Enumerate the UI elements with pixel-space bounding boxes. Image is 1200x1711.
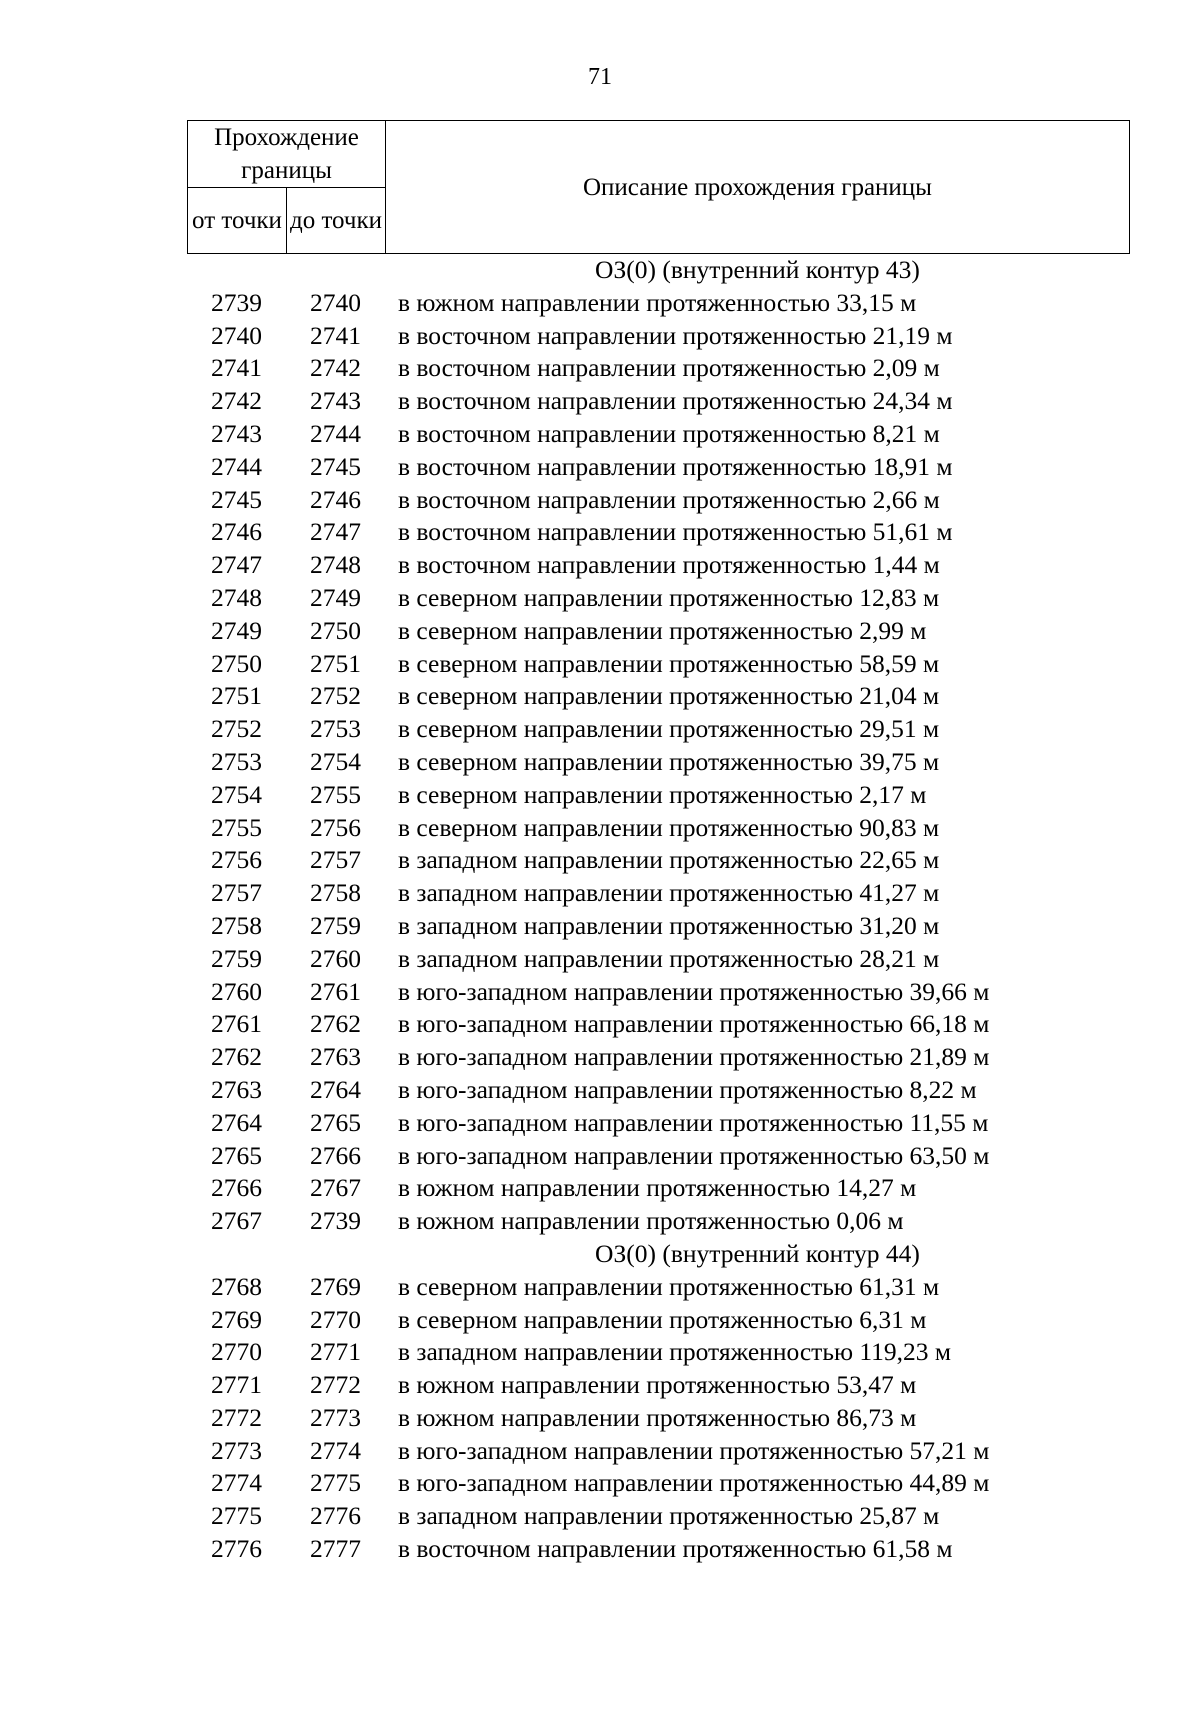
from-point-cell: 2768	[211, 1271, 262, 1301]
description-cell: в южном направлении протяженностью 0,06 м	[398, 1206, 904, 1236]
to-point-cell: 2776	[310, 1501, 361, 1531]
description-cell: в северном направлении протяженностью 12,83 м	[398, 582, 940, 612]
to-point-cell: 2751	[310, 648, 361, 678]
to-point-cell: 2756	[310, 812, 361, 842]
description-cell: в южном направлении протяженностью 14,27 м	[398, 1173, 917, 1203]
from-point-cell: 2769	[211, 1304, 262, 1334]
section-title: ОЗ(0) (внутренний контур 44)	[595, 1238, 920, 1268]
table-row	[187, 549, 1130, 582]
table-row	[187, 1533, 1130, 1566]
description-cell: в северном направлении протяженностью 61,31 м	[398, 1271, 940, 1301]
table-row	[187, 746, 1130, 779]
from-point-cell: 2773	[211, 1435, 262, 1465]
table-body	[187, 254, 1130, 1566]
from-point-cell: 2754	[211, 779, 262, 809]
table-row	[187, 320, 1130, 353]
from-point-cell: 2758	[211, 910, 262, 940]
section-title: ОЗ(0) (внутренний контур 43)	[595, 255, 920, 284]
description-cell: в западном направлении протяженностью 28,21 м	[398, 943, 940, 973]
description-cell: в северном направлении протяженностью 2,99 м	[398, 615, 927, 645]
description-cell: в южном направлении протяженностью 33,15 м	[398, 287, 917, 317]
page-number: 71	[588, 64, 612, 90]
header-to-point: до точки	[287, 188, 386, 254]
to-point-cell: 2752	[310, 681, 361, 711]
description-cell: в северном направлении протяженностью 21,04 м	[398, 681, 940, 711]
description-cell: в юго-западном направлении протяженностью 44,89 м	[398, 1468, 990, 1498]
to-point-cell: 2760	[310, 943, 361, 973]
to-point-cell: 2764	[310, 1074, 361, 1104]
table-row	[187, 1402, 1130, 1435]
to-point-cell: 2761	[310, 976, 361, 1006]
description-cell: в восточном направлении протяженностью 2,66 м	[398, 484, 940, 514]
table-row	[187, 352, 1130, 385]
to-point-cell: 2749	[310, 582, 361, 612]
table-row	[187, 1074, 1130, 1107]
to-point-cell: 2746	[310, 484, 361, 514]
to-point-cell: 2771	[310, 1337, 361, 1367]
from-point-cell: 2740	[211, 320, 262, 350]
from-point-cell: 2766	[211, 1173, 262, 1203]
to-point-cell: 2763	[310, 1042, 361, 1072]
from-point-cell: 2750	[211, 648, 262, 678]
description-cell: в юго-западном направлении протяженностью 11,55 м	[398, 1107, 989, 1137]
to-point-cell: 2747	[310, 517, 361, 547]
description-cell: в восточном направлении протяженностью 51,61 м	[398, 517, 953, 547]
table-row	[187, 287, 1130, 320]
from-point-cell: 2756	[211, 845, 262, 875]
table-row	[187, 779, 1130, 812]
table-row	[187, 1467, 1130, 1500]
description-cell: в западном направлении протяженностью 31,20 м	[398, 910, 940, 940]
from-point-cell: 2764	[211, 1107, 262, 1137]
from-point-cell: 2748	[211, 582, 262, 612]
from-point-cell: 2776	[211, 1534, 262, 1564]
to-point-cell: 2745	[310, 451, 361, 481]
table-row	[187, 1304, 1130, 1337]
to-point-cell: 2743	[310, 386, 361, 416]
to-point-cell: 2769	[310, 1271, 361, 1301]
to-point-cell: 2773	[310, 1402, 361, 1432]
description-cell: в южном направлении протяженностью 86,73 м	[398, 1402, 917, 1432]
from-point-cell: 2762	[211, 1042, 262, 1072]
to-point-cell: 2762	[310, 1009, 361, 1039]
from-point-cell: 2774	[211, 1468, 262, 1498]
table-row	[187, 1041, 1130, 1074]
description-cell: в западном направлении протяженностью 119,23 м	[398, 1337, 952, 1367]
header-description: Описание прохождения границы	[386, 121, 1130, 254]
from-point-cell: 2747	[211, 550, 262, 580]
description-cell: в юго-западном направлении протяженностью 39,66 м	[398, 976, 990, 1006]
description-cell: в юго-западном направлении протяженностью 57,21 м	[398, 1435, 990, 1465]
table-row	[187, 1435, 1130, 1468]
description-cell: в восточном направлении протяженностью 24,34 м	[398, 386, 953, 416]
to-point-cell: 2766	[310, 1140, 361, 1170]
to-point-cell: 2754	[310, 746, 361, 776]
table-row	[187, 1271, 1130, 1304]
to-point-cell: 2750	[310, 615, 361, 645]
from-point-cell: 2775	[211, 1501, 262, 1531]
description-cell: в восточном направлении протяженностью 2,09 м	[398, 353, 940, 383]
description-cell: в северном направлении протяженностью 29,51 м	[398, 714, 940, 744]
table-row	[187, 516, 1130, 549]
from-point-cell: 2753	[211, 746, 262, 776]
to-point-cell: 2740	[310, 287, 361, 317]
to-point-cell: 2739	[310, 1206, 361, 1236]
description-cell: в юго-западном направлении протяженностью 8,22 м	[398, 1074, 977, 1104]
from-point-cell: 2755	[211, 812, 262, 842]
table-row	[187, 451, 1130, 484]
description-cell: в юго-западном направлении протяженностью 66,18 м	[398, 1009, 990, 1039]
table-row	[187, 1172, 1130, 1205]
table-row	[187, 1008, 1130, 1041]
to-point-cell: 2757	[310, 845, 361, 875]
table-row	[187, 1336, 1130, 1369]
from-point-cell: 2741	[211, 353, 262, 383]
to-point-cell: 2753	[310, 714, 361, 744]
from-point-cell: 2761	[211, 1009, 262, 1039]
table-row	[187, 877, 1130, 910]
to-point-cell: 2759	[310, 910, 361, 940]
description-cell: в южном направлении протяженностью 53,47 м	[398, 1370, 917, 1400]
from-point-cell: 2739	[211, 287, 262, 317]
from-point-cell: 2749	[211, 615, 262, 645]
to-point-cell: 2767	[310, 1173, 361, 1203]
table-row	[187, 1140, 1130, 1173]
table-row	[187, 648, 1130, 681]
from-point-cell: 2757	[211, 878, 262, 908]
from-point-cell: 2751	[211, 681, 262, 711]
from-point-cell: 2763	[211, 1074, 262, 1104]
description-cell: в северном направлении протяженностью 90,83 м	[398, 812, 940, 842]
to-point-cell: 2748	[310, 550, 361, 580]
description-cell: в восточном направлении протяженностью 61,58 м	[398, 1534, 953, 1564]
to-point-cell: 2765	[310, 1107, 361, 1137]
from-point-cell: 2770	[211, 1337, 262, 1367]
from-point-cell: 2744	[211, 451, 262, 481]
to-point-cell: 2744	[310, 418, 361, 448]
to-point-cell: 2742	[310, 353, 361, 383]
table-row	[187, 385, 1130, 418]
table-row	[187, 418, 1130, 451]
from-point-cell: 2767	[211, 1206, 262, 1236]
from-point-cell: 2743	[211, 418, 262, 448]
description-cell: в восточном направлении протяженностью 21,19 м	[398, 320, 953, 350]
header-from-point: от точки	[188, 188, 287, 254]
table-row	[187, 943, 1130, 976]
to-point-cell: 2770	[310, 1304, 361, 1334]
from-point-cell: 2771	[211, 1370, 262, 1400]
from-point-cell: 2746	[211, 517, 262, 547]
from-point-cell: 2759	[211, 943, 262, 973]
table-row	[187, 976, 1130, 1009]
table-row	[187, 910, 1130, 943]
table-row	[187, 615, 1130, 648]
from-point-cell: 2752	[211, 714, 262, 744]
table-row	[187, 1500, 1130, 1533]
table-row	[187, 812, 1130, 845]
table-header	[187, 120, 1130, 254]
to-point-cell: 2758	[310, 878, 361, 908]
description-cell: в восточном направлении протяженностью 18,91 м	[398, 451, 953, 481]
description-cell: в западном направлении протяженностью 41,27 м	[398, 878, 940, 908]
table-row	[187, 1205, 1130, 1238]
from-point-cell: 2742	[211, 386, 262, 416]
description-cell: в западном направлении протяженностью 22,65 м	[398, 845, 940, 875]
from-point-cell: 2772	[211, 1402, 262, 1432]
to-point-cell: 2755	[310, 779, 361, 809]
description-cell: в северном направлении протяженностью 39,75 м	[398, 746, 940, 776]
from-point-cell: 2745	[211, 484, 262, 514]
description-cell: в северном направлении протяженностью 2,17 м	[398, 779, 927, 809]
from-point-cell: 2765	[211, 1140, 262, 1170]
section-heading	[187, 254, 1130, 287]
description-cell: в восточном направлении протяженностью 1,44 м	[398, 550, 940, 580]
description-cell: в восточном направлении протяженностью 8,21 м	[398, 418, 940, 448]
description-cell: в северном направлении протяженностью 58,59 м	[398, 648, 940, 678]
to-point-cell: 2772	[310, 1370, 361, 1400]
description-cell: в северном направлении протяженностью 6,31 м	[398, 1304, 927, 1334]
to-point-cell: 2774	[310, 1435, 361, 1465]
description-cell: в западном направлении протяженностью 25,87 м	[398, 1501, 940, 1531]
table-row	[187, 1369, 1130, 1402]
table-row	[187, 844, 1130, 877]
from-point-cell: 2760	[211, 976, 262, 1006]
table-row	[187, 582, 1130, 615]
description-cell: в юго-западном направлении протяженностью 21,89 м	[398, 1042, 990, 1072]
header-boundary-passage: Прохождение границы	[188, 121, 386, 188]
table-row	[187, 680, 1130, 713]
to-point-cell: 2775	[310, 1468, 361, 1498]
to-point-cell: 2777	[310, 1534, 361, 1564]
table-row	[187, 1107, 1130, 1140]
section-heading	[187, 1238, 1130, 1271]
table-row	[187, 484, 1130, 517]
description-cell: в юго-западном направлении протяженностью 63,50 м	[398, 1140, 990, 1170]
table-row	[187, 713, 1130, 746]
to-point-cell: 2741	[310, 320, 361, 350]
